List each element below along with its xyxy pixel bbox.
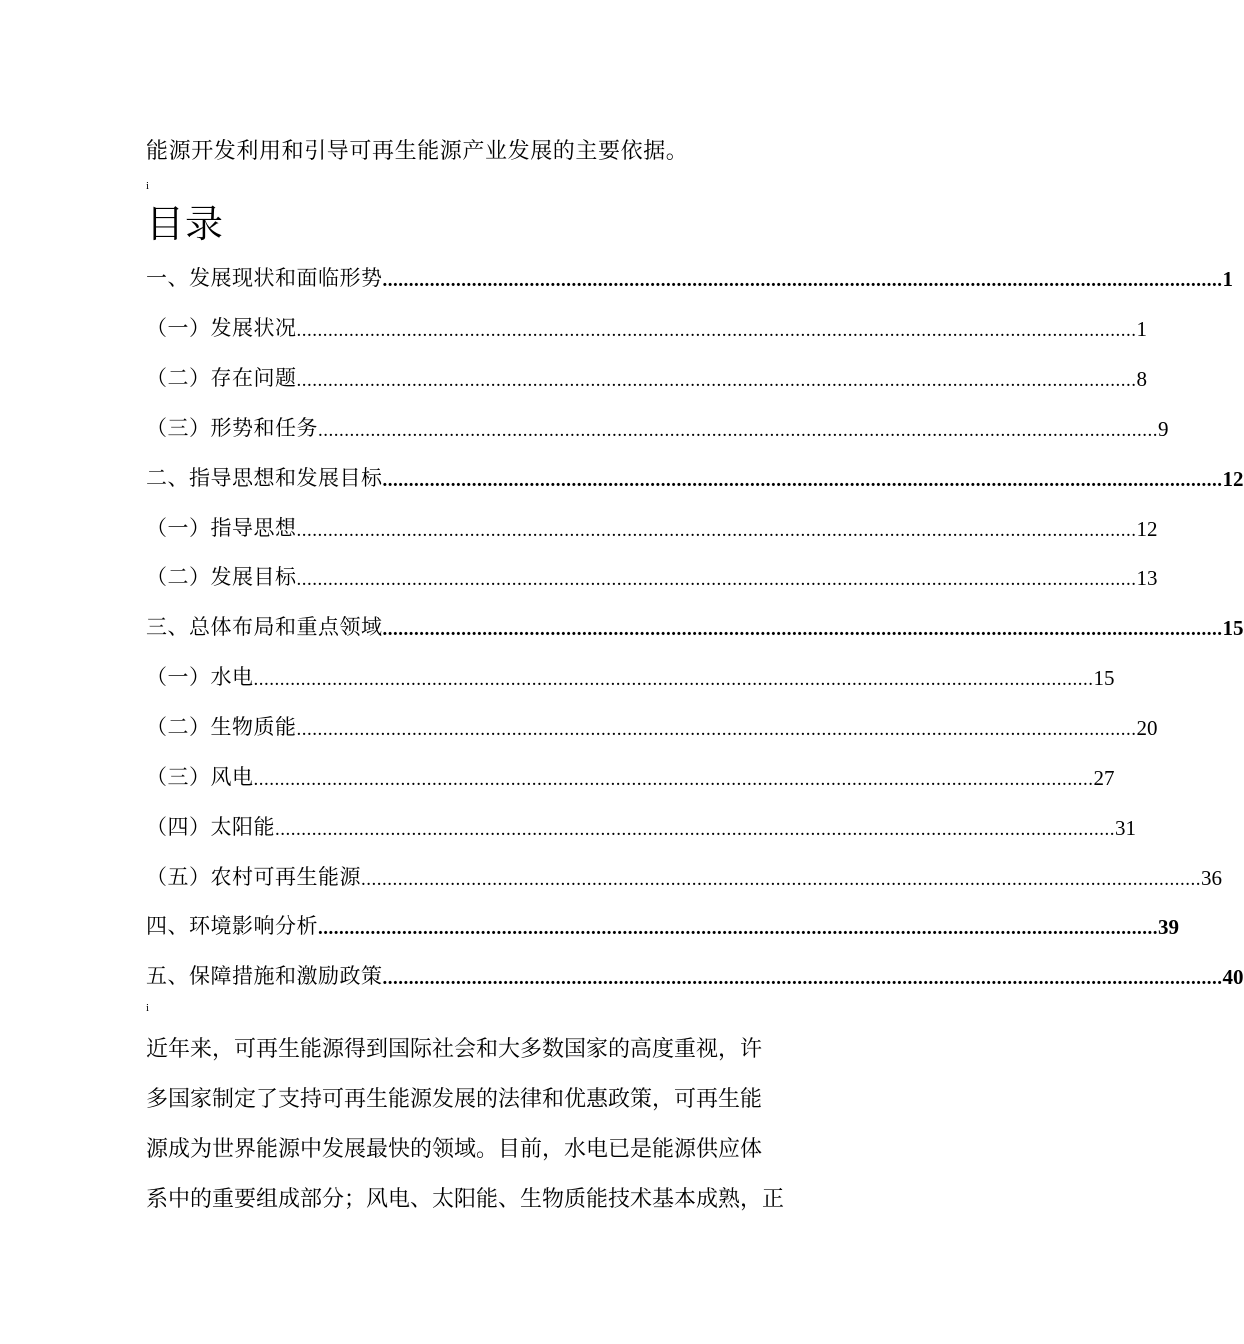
toc-entry-label: 四、环境影响分析 (146, 914, 318, 938)
toc-leader-dots: ................................................................................................................................................................ (296, 320, 1137, 341)
toc-entry-page: 1 (1136, 317, 1147, 341)
toc-leader-dots: ................................................................................................................................................................ (318, 420, 1158, 441)
toc-leader-dots: ................................................................................................................................................................ (361, 869, 1201, 890)
toc-entry-label: （二）发展目标 (146, 565, 297, 589)
toc-leader-dots: ................................................................................................................................................................ (318, 918, 1158, 939)
toc-leader-dots: ................................................................................................................................................................ (296, 520, 1137, 541)
toc-entry-label: （五）农村可再生能源 (146, 865, 361, 889)
toc-entry-label: 一、发展现状和面临形势 (146, 266, 383, 290)
toc-entry[interactable] (146, 906, 1179, 940)
toc-entry-page: 12 (1222, 467, 1244, 491)
toc-entry-page: 9 (1158, 417, 1169, 441)
toc-entry-page: 36 (1201, 866, 1222, 890)
body-line: 源成为世界能源中发展最快的领域。目前，水电已是能源供应体 (146, 1137, 763, 1162)
toc-leader-dots: ................................................................................................................................................................ (296, 370, 1137, 391)
toc-entry[interactable] (146, 956, 1244, 990)
body-line: 近年来，可再生能源得到国际社会和大多数国家的高度重视，许 (146, 1037, 763, 1062)
toc-entry-page: 40 (1222, 965, 1244, 989)
toc-entry-label: （一）发展状况 (146, 316, 297, 340)
toc-entry-page: 27 (1093, 766, 1115, 790)
body-line: 系中的重要组成部分；风电、太阳能、生物质能技术基本成熟，正 (146, 1187, 785, 1212)
toc-entry[interactable] (146, 657, 1115, 691)
toc-entry-page: 15 (1222, 616, 1244, 640)
toc-entry-label: （三）风电 (146, 765, 254, 789)
toc-entry[interactable] (146, 408, 1169, 442)
toc-leader-dots: ................................................................................................................................................................ (382, 968, 1223, 989)
section-marker: i (146, 180, 150, 192)
toc-entry[interactable] (146, 557, 1158, 591)
toc-entry[interactable] (146, 308, 1147, 342)
section-marker: i (146, 1002, 150, 1014)
toc-leader-dots: ................................................................................................................................................................ (275, 819, 1115, 840)
toc-leader-dots: ................................................................................................................................................................ (296, 569, 1137, 590)
toc-entry[interactable] (146, 757, 1115, 791)
toc-entry[interactable] (146, 508, 1158, 542)
toc-entry-label: 五、保障措施和激励政策 (146, 964, 383, 988)
toc-entry[interactable] (146, 458, 1244, 492)
toc-entry-page: 20 (1136, 716, 1158, 740)
toc-entry[interactable] (146, 258, 1233, 292)
toc-entry-label: 二、指导思想和发展目标 (146, 466, 383, 490)
toc-entry-label: （四）太阳能 (146, 815, 275, 839)
toc-entry-page: 39 (1158, 915, 1179, 939)
intro-line: 能源开发利用和引导可再生能源产业发展的主要依据。 (146, 139, 689, 164)
toc-entry[interactable] (146, 607, 1244, 641)
toc-entry-page: 12 (1136, 517, 1158, 541)
toc-leader-dots: ................................................................................................................................................................ (382, 470, 1223, 491)
toc-leader-dots: ................................................................................................................................................................ (382, 619, 1223, 640)
toc-entry-label: （二）存在问题 (146, 366, 297, 390)
toc-entry-label: （二）生物质能 (146, 715, 297, 739)
toc-leader-dots: ................................................................................................................................................................ (382, 270, 1223, 291)
toc-entry-page: 1 (1222, 267, 1233, 291)
toc-entry[interactable] (146, 857, 1222, 891)
toc-entry-page: 8 (1136, 367, 1147, 391)
toc-entry-page: 31 (1115, 816, 1136, 840)
toc-entry-page: 13 (1136, 566, 1158, 590)
toc-entry[interactable] (146, 707, 1158, 741)
toc-leader-dots: ................................................................................................................................................................ (296, 719, 1137, 740)
toc-entry[interactable] (146, 358, 1147, 392)
toc-entry-label: 三、总体布局和重点领域 (146, 615, 383, 639)
toc-entry-label: （一）指导思想 (146, 516, 297, 540)
toc-entry-label: （三）形势和任务 (146, 416, 318, 440)
toc-entry[interactable] (146, 807, 1136, 841)
toc-leader-dots: ................................................................................................................................................................ (253, 669, 1094, 690)
toc-leader-dots: ................................................................................................................................................................ (253, 769, 1094, 790)
toc-title: 目录 (146, 202, 225, 246)
body-line: 多国家制定了支持可再生能源发展的法律和优惠政策，可再生能 (146, 1087, 763, 1112)
toc-entry-page: 15 (1093, 666, 1115, 690)
toc-entry-label: （一）水电 (146, 665, 254, 689)
